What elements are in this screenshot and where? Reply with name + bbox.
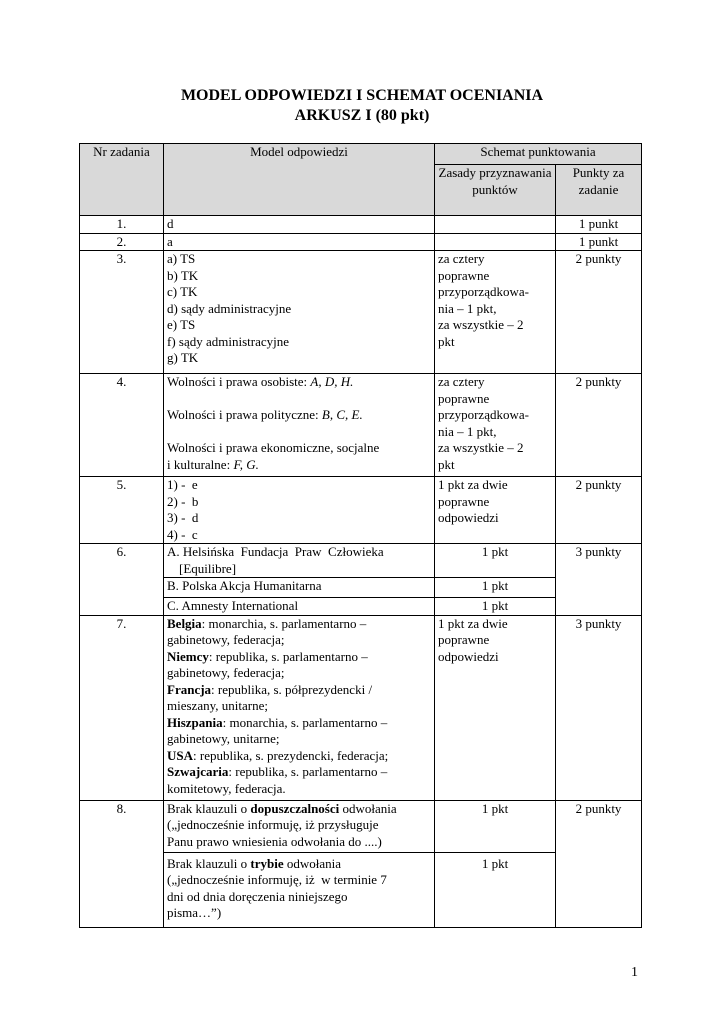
- answer-cell: [164, 477, 435, 544]
- answer-line: komitetowy, federacja.: [167, 780, 286, 796]
- points-cell: 2 punkty: [556, 251, 642, 374]
- rules-line: nia – 1 pkt,: [438, 423, 497, 439]
- rules-line: za wszystkie – 2: [438, 440, 524, 455]
- answer-line: gabinetowy, federacja;: [167, 665, 285, 680]
- answer-line: [167, 715, 431, 732]
- answer-line: [167, 801, 431, 818]
- rules-cell: [435, 615, 556, 800]
- answer-table: [79, 143, 642, 928]
- country-desc: : monarchia, s. parlamentarno –: [222, 714, 388, 730]
- rules-cell: [435, 251, 556, 374]
- answer-line: [167, 457, 431, 474]
- points-cell: 3 punkty: [556, 544, 642, 616]
- answer-line: („jednocześnie informuję, iż przysługuje: [167, 817, 379, 832]
- table-row: [80, 233, 642, 251]
- answer-line: gabinetowy, federacja;: [167, 632, 285, 647]
- answer-keyword: dopuszczalności: [250, 800, 340, 816]
- task-number: 2.: [80, 233, 164, 251]
- rules-line: za cztery: [438, 251, 485, 266]
- answer-letters: F, G.: [233, 456, 259, 472]
- points-cell: 1 punkt: [556, 233, 642, 251]
- answer-line: a) TS: [167, 251, 196, 266]
- task-number: 8.: [80, 800, 164, 927]
- answer-line: 2) - b: [167, 493, 199, 509]
- task-number: 1.: [80, 216, 164, 234]
- page-number: 1: [631, 965, 638, 980]
- rules-line: poprawne: [438, 493, 490, 509]
- answer-cell: [164, 251, 435, 374]
- task-number: 6.: [80, 544, 164, 616]
- rules-cell: [435, 233, 556, 251]
- country-name: Niemcy: [167, 648, 209, 664]
- answer-cell: C. Amnesty International: [164, 598, 435, 616]
- country-desc: : republika, s. parlamentarno –: [228, 764, 388, 779]
- rules-line: poprawne: [438, 632, 490, 647]
- answer-line: gabinetowy, unitarne;: [167, 731, 280, 746]
- answer-line: [167, 748, 431, 765]
- answer-cell: d: [164, 216, 435, 234]
- answer-cell: [164, 800, 435, 852]
- answer-cell: B. Polska Akcja Humanitarna: [164, 578, 435, 598]
- answer-letters: A, D, H.: [310, 374, 354, 389]
- rules-line: pkt: [438, 333, 455, 349]
- rules-line: 1 pkt za dwie: [438, 477, 508, 492]
- rules-line: przyporządkowa-: [438, 284, 529, 299]
- answer-text: odwołania: [283, 855, 342, 871]
- answer-text: Wolności i prawa polityczne:: [167, 407, 322, 422]
- rules-cell: [435, 477, 556, 544]
- header-zasady: Zasady przyznawania punktów: [435, 165, 556, 216]
- table-row: [80, 615, 642, 800]
- answer-line: [167, 374, 431, 391]
- country-desc: : monarchia, s. parlamentarno –: [201, 615, 367, 631]
- answer-line: 1) - e: [167, 477, 198, 492]
- blank-line: [167, 391, 431, 408]
- answer-line: [167, 616, 431, 633]
- answer-line: mieszany, unitarne;: [167, 698, 268, 713]
- answer-line: g) TK: [167, 350, 199, 365]
- rules-cell: 1 pkt: [435, 800, 556, 852]
- answer-letters: B, C, E.: [321, 407, 363, 422]
- answer-cell: a: [164, 233, 435, 251]
- answer-line: [167, 856, 431, 873]
- answer-cell: [164, 544, 435, 578]
- rules-cell: 1 pkt: [435, 578, 556, 598]
- answer-text: i kulturalne:: [167, 456, 234, 472]
- points-cell: 1 punkt: [556, 216, 642, 234]
- table-row: [80, 374, 642, 477]
- points-cell: 2 punkty: [556, 800, 642, 927]
- answer-text: Brak klauzuli o: [167, 855, 251, 871]
- blank-line: [167, 424, 431, 441]
- page-subtitle: ARKUSZ I (80 pkt): [294, 107, 430, 124]
- answer-keyword: trybie: [250, 855, 284, 871]
- answer-line: 4) - c: [167, 526, 198, 542]
- rules-cell: 1 pkt: [435, 852, 556, 927]
- answer-line: dni od dnia doręczenia niniejszego: [167, 888, 348, 904]
- rules-cell: 1 pkt: [435, 544, 556, 578]
- country-name: Francja: [167, 681, 212, 697]
- answer-text: Brak klauzuli o: [167, 800, 251, 816]
- country-name: Belgia: [167, 615, 202, 631]
- task-number: 4.: [80, 374, 164, 477]
- rules-line: pkt: [438, 456, 455, 472]
- table-row: [80, 800, 642, 852]
- country-desc: : republika, s. półprezydencki /: [211, 681, 373, 697]
- page-title: MODEL ODPOWIEDZI I SCHEMAT OCENIANIA: [180, 87, 544, 104]
- rules-cell: [435, 216, 556, 234]
- header-punkty: Punkty za zadanie: [556, 165, 642, 216]
- points-cell: 2 punkty: [556, 477, 642, 544]
- answer-text: Wolności i prawa osobiste:: [167, 374, 311, 389]
- answer-line: b) TK: [167, 267, 199, 283]
- rules-line: odpowiedzi: [438, 510, 499, 525]
- rules-line: odpowiedzi: [438, 648, 499, 664]
- answer-line: f) sądy administracyjne: [167, 333, 290, 349]
- answer-line: [167, 764, 431, 781]
- points-cell: 2 punkty: [556, 374, 642, 477]
- rules-cell: [435, 374, 556, 477]
- task-number: 5.: [80, 477, 164, 544]
- answer-line: Wolności i prawa ekonomiczne, socjalne: [167, 440, 380, 455]
- table-row: [80, 216, 642, 234]
- answer-line: [167, 407, 431, 424]
- header-model: Model odpowiedzi: [164, 144, 435, 216]
- task-number: 7.: [80, 615, 164, 800]
- answer-line: A. Helsińska Fundacja Praw Człowieka: [167, 544, 384, 559]
- answer-line: Panu prawo wniesienia odwołania do ....): [167, 833, 382, 849]
- answer-line: [Equilibre]: [179, 560, 237, 576]
- country-name: Szwajcaria: [167, 764, 229, 779]
- header-schemat: Schemat punktowania: [435, 144, 642, 165]
- answer-line: 3) - d: [167, 510, 199, 525]
- answer-line: [167, 682, 431, 699]
- rules-line: nia – 1 pkt,: [438, 300, 497, 316]
- table-row: [80, 251, 642, 374]
- rules-line: poprawne: [438, 390, 490, 406]
- answer-line: c) TK: [167, 284, 198, 299]
- answer-cell: [164, 852, 435, 927]
- rules-line: poprawne: [438, 267, 490, 283]
- header-nr: Nr zadania: [80, 144, 164, 216]
- table-row: [80, 477, 642, 544]
- points-cell: 3 punkty: [556, 615, 642, 800]
- answer-line: („jednocześnie informuję, iż w terminie 7: [167, 872, 387, 887]
- rules-line: za wszystkie – 2: [438, 317, 524, 332]
- rules-line: za cztery: [438, 374, 485, 389]
- answer-line: d) sądy administracyjne: [167, 300, 292, 316]
- country-name: Hiszpania: [167, 714, 223, 730]
- country-name: USA: [167, 747, 194, 763]
- country-desc: : republika, s. prezydencki, federacja;: [193, 747, 389, 763]
- country-desc: : republika, s. parlamentarno –: [208, 648, 368, 664]
- rules-cell: 1 pkt: [435, 598, 556, 616]
- rules-line: przyporządkowa-: [438, 407, 529, 422]
- answer-line: e) TS: [167, 317, 196, 332]
- answer-line: [167, 649, 431, 666]
- answer-cell: [164, 615, 435, 800]
- rules-line: 1 pkt za dwie: [438, 615, 508, 631]
- table-row: [80, 544, 642, 578]
- answer-text: odwołania: [339, 800, 397, 816]
- answer-cell: [164, 374, 435, 477]
- answer-line: pisma…”): [167, 905, 222, 920]
- task-number: 3.: [80, 251, 164, 374]
